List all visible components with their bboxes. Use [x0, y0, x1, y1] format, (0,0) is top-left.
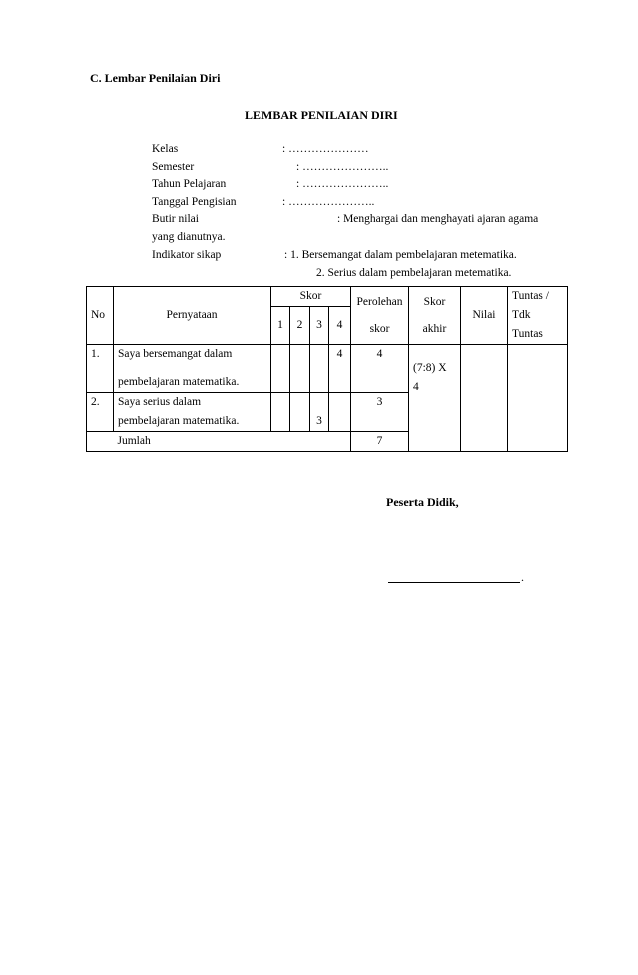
header-skor: Skor [271, 287, 351, 307]
indikator-1: : 1. Bersemangat dalam pembelajaran metematika. [284, 249, 517, 261]
row1-perolehan: 4 [351, 345, 409, 393]
row1-skor-3 [310, 345, 329, 393]
nilai-cell [461, 345, 508, 452]
row2-perolehan: 3 [351, 393, 409, 432]
row2-pernyataan [114, 393, 271, 432]
tahun-pelajaran-value: : ………………….. [296, 178, 389, 190]
header-perolehan-skor [351, 287, 409, 345]
semester-label: Semester [152, 161, 195, 173]
skor-akhir-formula-line1: (7:8) X [413, 362, 447, 374]
table-row [87, 345, 568, 393]
assessment-table [86, 286, 568, 452]
row1-pernyataan-line1: Saya bersemangat dalam [118, 348, 233, 360]
row1-no: 1. [87, 345, 114, 393]
row1-skor-1 [271, 345, 290, 393]
row2-skor-4 [329, 393, 351, 432]
jumlah-spacer [87, 432, 114, 452]
header-perolehan-line2: skor [369, 322, 390, 335]
row1-pernyataan [114, 345, 271, 393]
row2-skor-3: 3 [310, 393, 329, 432]
indikator-2: 2. Serius dalam pembelajaran metematika. [316, 267, 512, 279]
row1-skor-2 [290, 345, 310, 393]
header-nilai: Nilai [461, 287, 508, 345]
tuntas-cell [508, 345, 568, 452]
header-no: No [87, 287, 114, 345]
header-skor-3: 3 [310, 307, 329, 345]
signature-dot: . [521, 570, 524, 584]
indikator-sikap-label: Indikator sikap [152, 249, 222, 261]
header-pernyataan: Pernyataan [114, 287, 271, 345]
header-skor-akhir-line1: Skor [423, 295, 446, 308]
row2-no: 2. [87, 393, 114, 432]
butir-nilai-value: : Menghargai dan menghayati ajaran agama [337, 213, 539, 225]
header-skor-1: 1 [271, 307, 290, 345]
butir-nilai-label: Butir nilai [152, 213, 199, 225]
header-tuntas-line1: Tuntas / [512, 290, 549, 302]
jumlah-value: 7 [351, 432, 409, 452]
skor-akhir-cell [409, 345, 461, 452]
row1-pernyataan-line2: pembelajaran matematika. [118, 376, 240, 388]
butir-nilai-continuation: yang dianutnya. [152, 231, 226, 243]
tanggal-pengisian-label: Tanggal Pengisian [152, 196, 237, 208]
header-tuntas [508, 287, 568, 345]
row2-pernyataan-line1: Saya serius dalam [118, 396, 202, 408]
signature-label: Peserta Didik, [386, 495, 459, 509]
header-skor-akhir [409, 287, 461, 345]
row1-skor-4: 4 [329, 345, 351, 393]
kelas-label: Kelas [152, 143, 179, 155]
header-skor-2: 2 [290, 307, 310, 345]
semester-value: : ………………….. [296, 161, 389, 173]
row2-pernyataan-line2: pembelajaran matematika. [118, 415, 240, 427]
header-tuntas-line2: Tdk [512, 309, 531, 321]
jumlah-label: Jumlah [114, 432, 351, 452]
header-skor-akhir-line2: akhir [422, 322, 447, 335]
header-tuntas-line3: Tuntas [512, 328, 543, 340]
signature-line [388, 582, 520, 583]
row2-skor-1 [271, 393, 290, 432]
row2-skor-2 [290, 393, 310, 432]
header-perolehan-line1: Perolehan [356, 295, 403, 308]
kelas-value: : ………………… [282, 143, 369, 155]
document-title: LEMBAR PENILAIAN DIRI [245, 108, 398, 122]
tanggal-pengisian-value: : ………………….. [282, 196, 375, 208]
skor-akhir-formula-line2: 4 [413, 381, 419, 393]
tahun-pelajaran-label: Tahun Pelajaran [152, 178, 227, 190]
section-heading: C. Lembar Penilaian Diri [90, 71, 221, 85]
header-skor-4: 4 [329, 307, 351, 345]
